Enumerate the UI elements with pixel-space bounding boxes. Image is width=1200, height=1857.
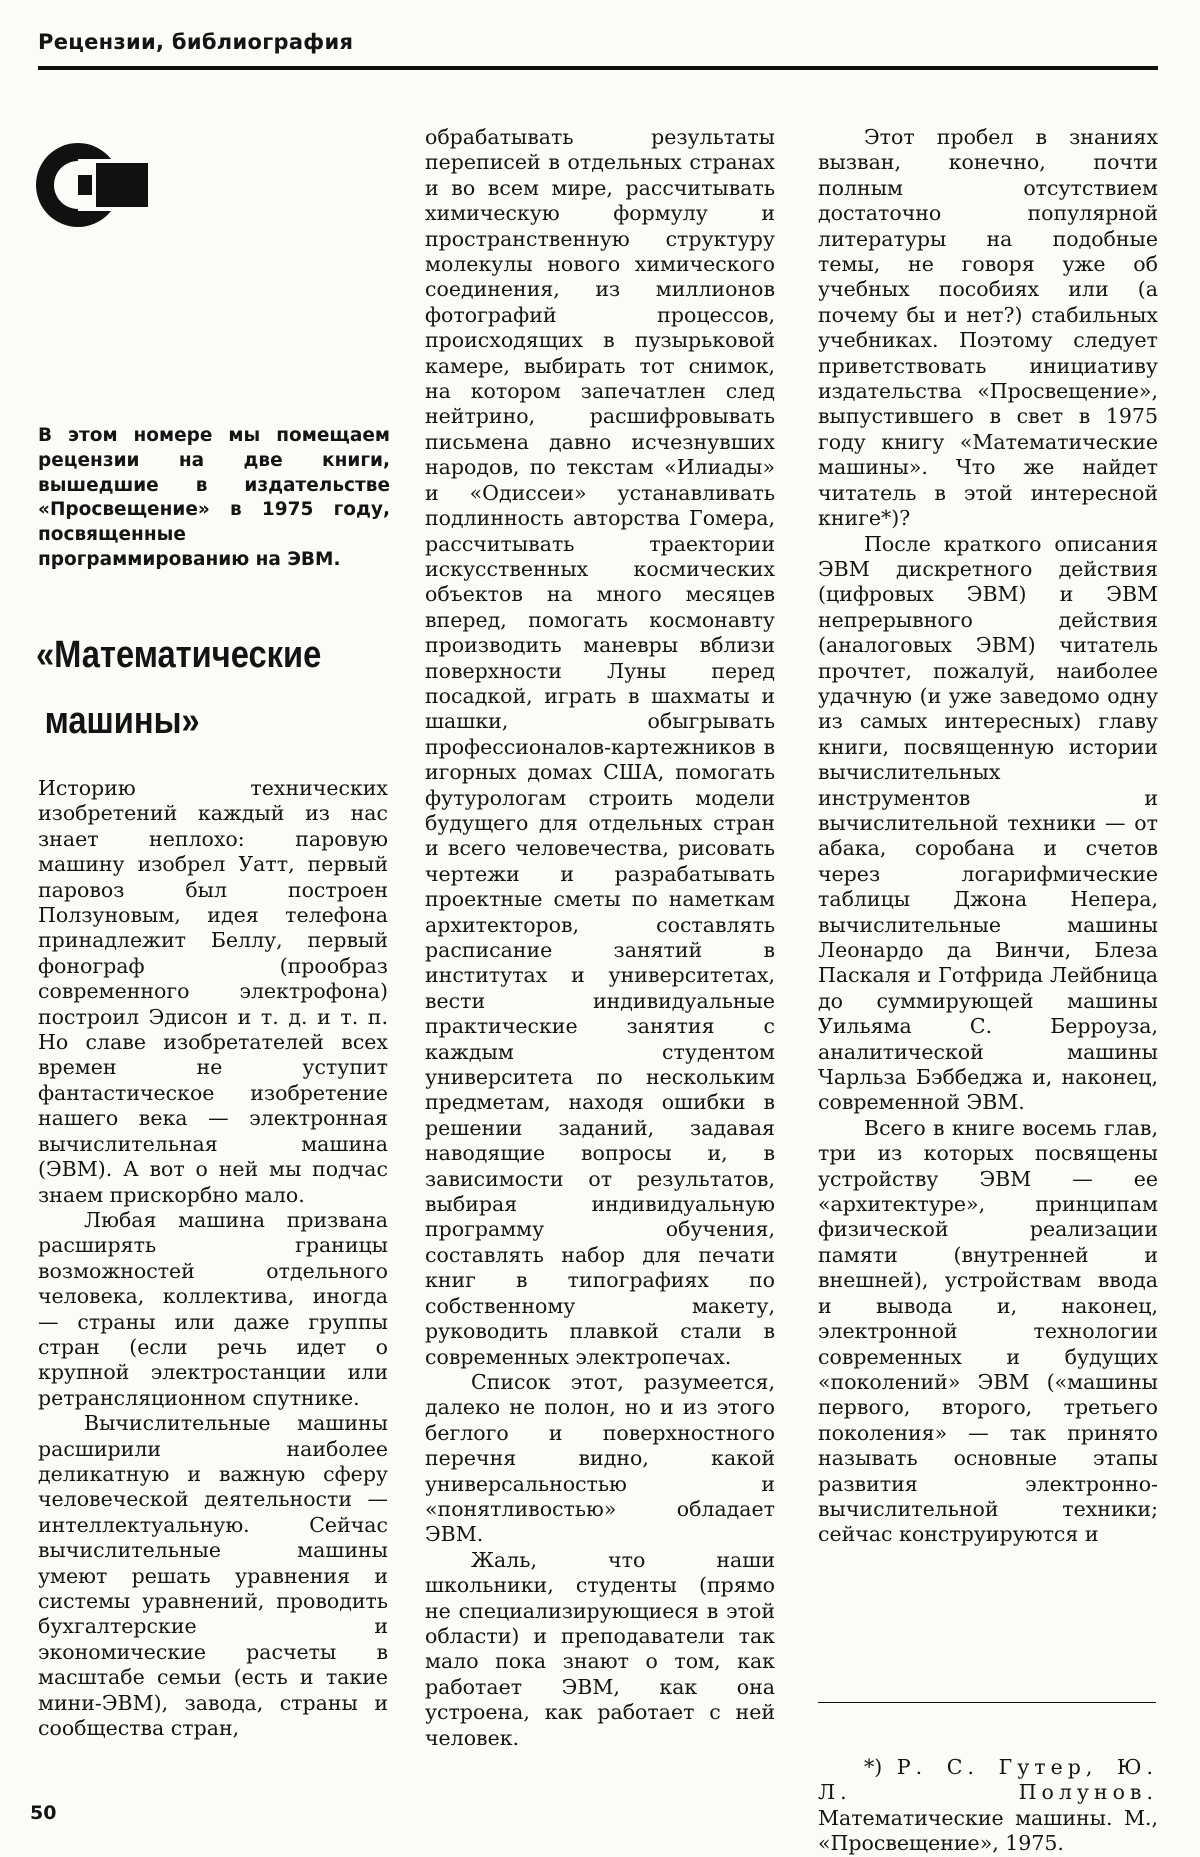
section-logo-icon <box>30 135 155 235</box>
column-2 <box>425 125 775 1751</box>
paragraph: После краткого описания ЭВМ дискретного действия (цифровых ЭВМ) и ЭВМ непрерывного действия (аналоговых ЭВМ) читатель прочтет, пожалуй, наиболее удачную (и уже заведомо одну из самых интересных) главу книги, посвященную истории вычислительных инструментов и вычислительной техники — от абака, соробана и счетов через логарифмические таблицы Джона Непера, вычислительные машины Леонардо да Винчи, Блеза Паскаля и Готфрида Лейбница до суммирующей машины Уильяма С. Берроуза, аналитической машины Чарльза Бэббеджа и, наконец, современной ЭВМ. <box>818 531 1158 1115</box>
paragraph: Вычислительные машины расширили наиболее деликатную и важную сферу человеческой деятельности — интеллектуальную. Сейчас вычислительные машины умеют решать уравнения и системы уравнений, проводить бухгалтерские и экономические расчеты в масштабе семьи (есть и такие мини-ЭВМ), завода, страны и сообщества стран, <box>38 1411 388 1741</box>
footnote-rule <box>818 1702 1156 1703</box>
column-3 <box>818 125 1158 1548</box>
footnote-marker: *) <box>864 1755 883 1779</box>
footnote <box>818 1755 1158 1857</box>
paragraph: обрабатывать результаты переписей в отдельных странах и во всем мире, рассчитывать химическую формулу и пространственную структуру молекулы нового химического соединения, из миллионов фотографий процессов, происходящих в пузырьковой камере, выбирать тот снимок, на котором запечатлен след нейтрино, расшифровывать письмена давно исчезнувших народов, по текстам «Илиады» и «Одиссеи» устанавливать подлинность авторства Гомера, рассчитывать траектории искусственных космических объектов на много месяцев вперед, помогать космонавту производить маневры вблизи поверхности Луны перед посадкой, играть в шахматы и шашки, обыгрывать профессионалов-картежников в игорных домах США, помогать футурологам строить модели будущего для отдельных стран и всего человечества, рисовать чертежи и разрабатывать проектные сметы по наметкам архитекторов, составлять расписание занятий в институтах и университетах, вести индивидуальные практические занятия с каждым студентом университета по нескольким предметам, находя ошибки в решении заданий, задавая наводящие вопросы и, в зависимости от результатов, выбирая индивидуальную программу обучения, составлять набор для печати книг в типографиях по собственному макету, руководить плавкой стали в современных электропечах. <box>425 125 775 1369</box>
intro-note: В этом номере мы помещаем рецензии на две книги, вышедшие в издательстве «Просвещение» в 1975 году, посвященные программированию на ЭВМ. <box>38 425 390 570</box>
paragraph: Всего в книге восемь глав, три из которых посвящены устройству ЭВМ — ее «архитектуре», принципам физической реализации памяти (внутренней и внешней), устройствам ввода и вывода и, наконец, электронной технологии современных и будущих «поколений» ЭВМ («машины первого, второго, третьего поколения» — так принято называть основные этапы развития электронно-вычислительной техники; сейчас конструируются и <box>818 1115 1158 1547</box>
section-title: Рецензии, библиография <box>38 30 354 54</box>
running-header <box>38 30 1158 54</box>
footnote-authors: Р. С. Гутер, Ю. Л. Полунов. <box>818 1755 1158 1805</box>
paragraph: Историю технических изобретений каждый из нас знает неплохо: паровую машину изобрел Уатт, первый паровоз был построен Ползуновым, идея телефона принадлежит Беллу, первый фонограф (прообраз современного электрофона) построил Эдисон и т. д. и т. п. Но славе изобретателей всех времен не уступит фантастическое изобретение нашего века — электронная вычислительная машина (ЭВМ). А вот о ней мы подчас знаем прискорбно мало. <box>38 776 388 1207</box>
paragraph: Любая машина призвана расширять границы возможностей отдельного человека, коллектива, иногда — страны или даже группы стран (если речь идет о крупной электростанции или ретрансляционном спутнике. <box>38 1207 388 1410</box>
column-1 <box>38 776 388 1741</box>
article-title-line-1: «Математические <box>36 634 322 676</box>
paragraph: Жаль, что наши школьники, студенты (прямо не специализирующиеся в этой области) и преподаватели так мало пока знают о том, как работает ЭВМ, как она устроена, как работает с ней человек. <box>425 1547 775 1750</box>
paragraph: Список этот, разумеется, далеко не полон, но и из этого беглого и поверхностного перечня видно, какой универсальностью и «понятливостью» обладает ЭВМ. <box>425 1369 775 1547</box>
footnote-text: Математические машины. М., «Просвещение», 1975. <box>818 1805 1158 1856</box>
page-number: 50 <box>30 1802 57 1824</box>
paragraph: Этот пробел в знаниях вызван, конечно, почти полным отсутствием достаточно популярной литературы на подобные темы, не говоря уже об учебных пособиях или (а почему бы и нет?) стабильных учебниках. Поэтому следует приветствовать инициативу издательства «Просвещение», выпустившего в свет в 1975 году книгу «Математические машины». Что же найдет читатель в этой интересной книге*)? <box>818 125 1158 531</box>
article-title-line-2: машины» <box>44 700 200 742</box>
header-rule <box>38 66 1158 70</box>
article-title <box>36 622 346 754</box>
